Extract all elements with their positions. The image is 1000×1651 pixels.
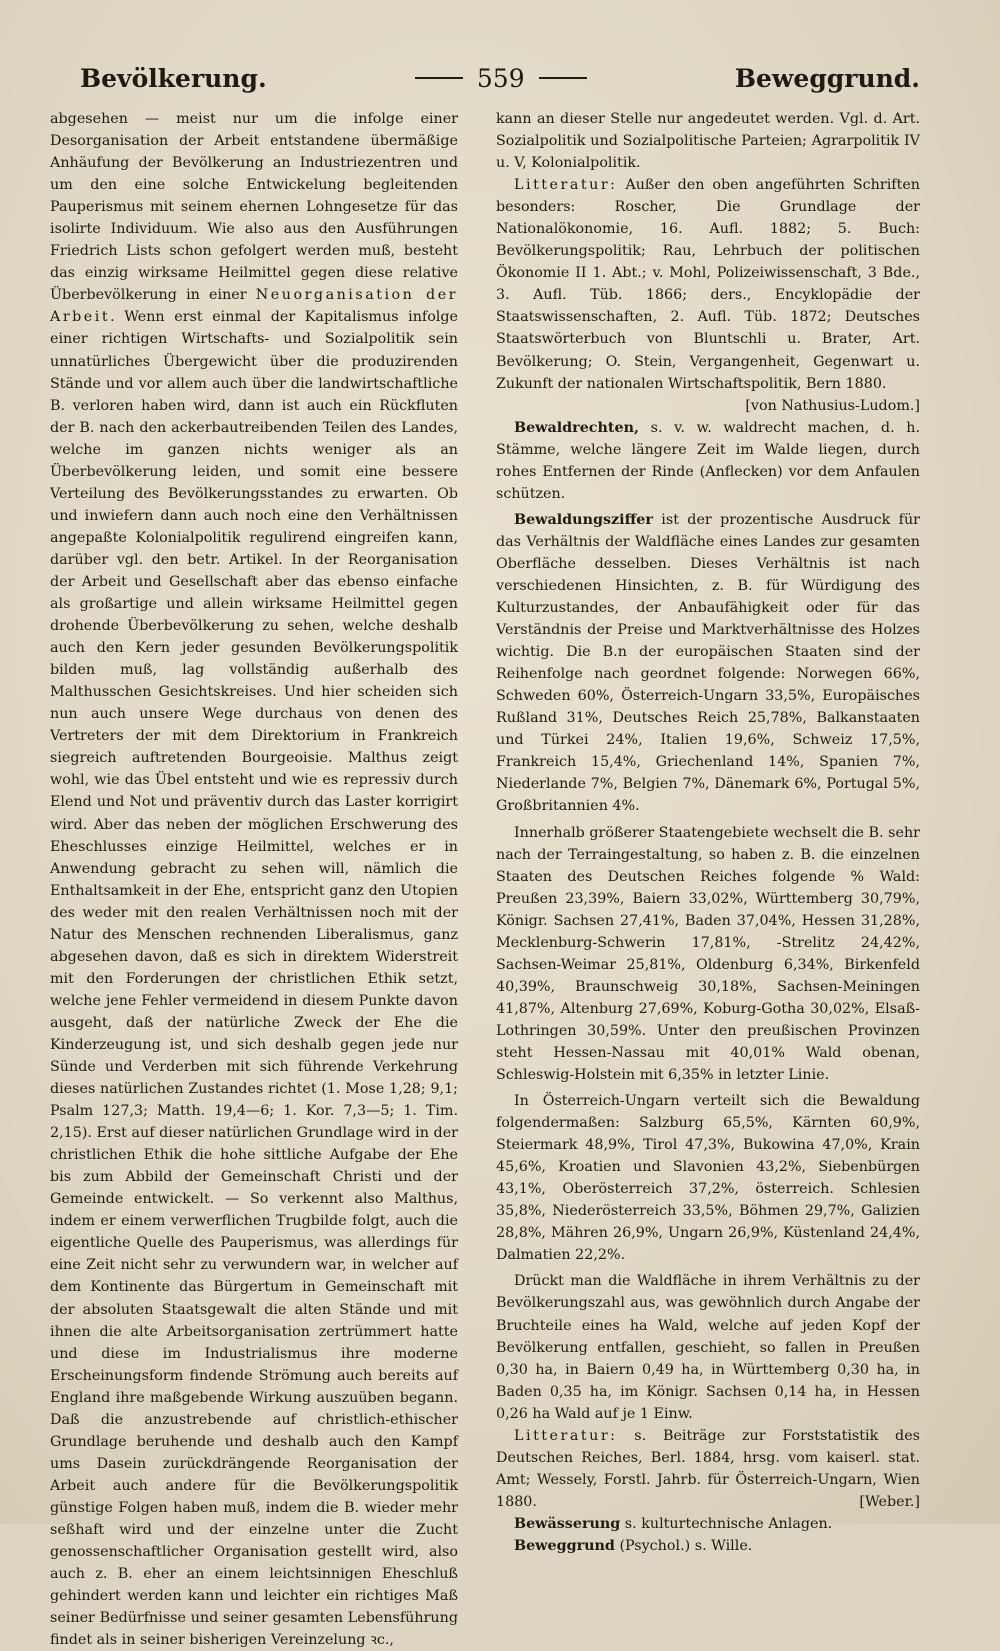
entry-bewaldrechten — [496, 417, 920, 505]
paragraph-bevoelkerung-continued — [50, 108, 458, 1651]
entry-title: Bewaldrechten, — [514, 419, 639, 436]
literature-text: Außer den oben angeführten Schriften besonders: Roscher, Die Grundlage der Nationalökonomie, 16. Aufl. 1882; 5. Buch: Bevölkerungspolitik; Rau, Lehrbuch der politischen Ökonomie II 1. Abt.; v. Mohl, Polizeiwissenschaft, 3 Bde., 3. Aufl. Tüb. 1866; ders., Encyklopädie der Staatswissenschaften, 2. Aufl. Tüb. 1872; Deutsches Staatswörterbuch von Bluntschli u. Brater, Art. Bevölkerung; O. Stein, Vergangenheit, Gegenwart u. Zukunft der nationalen Wirtschaftspolitik, Bern 1880. — [496, 177, 920, 392]
entry-title: Beweggrund — [514, 1538, 615, 1554]
entry-text: s. v. w. waldrecht machen, d. h. Stämme, welche längere Zeit im Walde liegen, durch rohes Entfernen der Rinde (Anflecken) vor dem Anfaulen schützen. — [496, 419, 920, 502]
literature-label: Litteratur: — [514, 1427, 618, 1444]
header-right-title: Beweggrund. — [734, 63, 920, 93]
header-left-title: Bevölkerung. — [80, 63, 267, 93]
paragraph-drueckt: Drückt man die Waldfläche in ihrem Verhältnis zu der Bevölkerungszahl aus, was gewöhnlich durch Angabe der Bruchteile eines ha Wald, welche auf jeden Kopf der Bevölkerung entfallen, geschieht, so fallen in Preußen 0,30 ha, in Baiern 0,49 ha, in Württemberg 0,30 ha, in Baden 0,35 ha, im Königr. Sachsen 0,14 ha, in Hessen 0,26 ha Wald auf je 1 Einw. — [496, 1273, 920, 1422]
emphasis-spaced: Neuorganisation der Arbeit — [50, 287, 459, 326]
entry-text: s. kulturtechnische Anlagen. — [620, 1515, 833, 1532]
running-header — [80, 58, 920, 98]
entry-beweggrund — [496, 1535, 920, 1557]
header-page-number-group — [415, 64, 587, 93]
text-run: . Wenn erst einmal der Kapitalismus infolge einer richtigen Wirtschafts- und Sozialpolitik sein unnatürliches Übergewicht über die produzirenden Stände und vor allem auch über die landwirtschaftliche B. verloren haben wird, dann ist auch ein Rückfluten der B. nach den ackerbautreibenden Teilen des Landes, welche im ganzen nichts weniger als an Überbevölkerung leiden, und somit eine bessere Verteilung des Bevölkerungsstandes zu erwarten. Ob und inwiefern dann auch noch eine den Verhältnissen angepaßte Kolonialpolitik regulirend eingreifen kann, darüber vgl. den betr. Artikel. In der Reorganisation der Arbeit und Gesellschaft aber das ebenso einfache als großartige und allein wirksame Heilmittel gegen drohende Überbevölkerung zu sehen, welche deshalb auch den Kern jeder gesunden Bevölkerungspolitik bilden muß, lag vollständig außerhalb des Malthusschen Gesichtskreises. Und hier scheiden sich nun auch unsere Wege durchaus von denen des Vertreters der mit dem Direktorium in Frankreich siegreich auftretenden Bourgeoisie. Malthus zeigt wohl, wie das Übel entsteht und wie es repressiv durch Elend und Not und präventiv durch das Laster korrigirt wird. Aber das neben der möglichen Erschwerung des Eheschlusses einzige Heilmittel, welches er in Anwendung gebracht zu sehen will, nämlich die Enthaltsamkeit in der Ehe, entspricht ganz den Utopien des weder mit den realen Verhältnissen noch mit der Natur des Menschen rechnenden Liberalismus, ganz abgesehen davon, daß es sich in direktem Widerstreit mit den Forderungen der christlichen Ethik setzt, welche jene Fehler vermeidend in diesem Punkte davon ausgeht, daß der natürliche Zweck der Ehe die Kinderzeugung ist, und sich deshalb gegen jede nur Sünde und Verderben mit sich führende Verkehrung dieses natürlichen Zustandes richtet (1. Mose 1,28; 9,1; Psalm 127,3; Matth. 19,4—6; 1. Kor. 7,3—5; 1. Tim. 2,15). Erst auf dieser natürlichen Grundlage wird in der christlichen Ethik die hohe sittliche Aufgabe der Ehe bis zum Abbild der Gemeinschaft Christi und der Gemeinde entwickelt. — So verkennt also Malthus, indem er einem verwerflichen Trugbilde folgt, auch die eigentliche Quelle des Pauperismus, was allerdings für eine Zeit nicht sehr zu verwundern war, in welcher auf dem Kontinente das Bürgertum in Gemeinschaft mit der absoluten Staatsgewalt die alten Stände und mit ihnen die alte Arbeitsorganisation zertrümmert hatte und diese im Industrialismus ihre moderne Erscheinungsform findende Strömung auch bereits auf England ihre maßgebende Wirkung auszuüben begann. Daß die anzustrebende auf christlich-ethischer Grundlage beruhende und deshalb auch den Kampf ums Dasein zurückdrängende Reorganisation der Arbeit auch andere für die Bevölkerungspolitik günstige Folgen haben muß, indem die B. wieder mehr seßhaft wird und der einzelne unter die Zucht genossenschaftlicher Organisation gestellt wird, also auch z. B. eher an einem leichtsinnigen Eheschluß gehindert werden kann und leichter ein richtiges Maß seiner Bedürfnisse und seiner gesamten Lebensführung findet als in seiner bisherigen Vereinzelung ꝛc., — [50, 309, 458, 1649]
left-column — [50, 108, 458, 1651]
paragraph-innerhalb: Innerhalb größerer Staatengebiete wechselt die B. sehr nach der Terraingestaltung, so haben z. B. die einzelnen Staaten des Deutschen Reiches folgende % Wald: Preußen 23,39%, Baiern 33,02%, Württemberg 30,79%, Königr. Sachsen 27,41%, Baden 37,04%, Hessen 31,28%, Mecklenburg-Schwerin 17,81%, -Strelitz 24,42%, Sachsen-Weimar 25,81%, Oldenburg 6,34%, Birkenfeld 40,39%, Braunschweig 30,18%, Sachsen-Meiningen 41,87%, Altenburg 27,69%, Koburg-Gotha 30,02%, Elsaß-Lothringen 30,59%. Unter den preußischen Provinzen steht Hessen-Nassau mit 40,01% Wald obenan, Schleswig-Holstein mit 6,35% in letzter Linie. — [496, 824, 920, 1084]
header-rule-right — [539, 77, 587, 79]
literature-1 — [496, 174, 920, 414]
author-signature: [Weber.] — [859, 1493, 920, 1510]
entry-bewaldungsziffer — [496, 509, 920, 818]
paragraph-continued: kann an dieser Stelle nur angedeutet werden. Vgl. d. Art. Sozialpolitik und Sozialpolitische Parteien; Agrarpolitik IV u. V, Kolonialpolitik. — [496, 111, 920, 172]
entry-text: (Psychol.) s. Wille. — [614, 1538, 753, 1554]
header-rule-left — [415, 77, 463, 79]
literature-2 — [496, 1425, 920, 1513]
author-signature: [von Nathusius-Ludom.] — [745, 397, 920, 414]
right-column — [496, 108, 920, 1557]
entry-title: Bewässerung — [514, 1515, 621, 1532]
entry-text: ist der prozentische Ausdruck für das Verhältnis der Waldfläche eines Landes zur gesamten Oberfläche desselben. Dieses Verhältnis ist nach verschiedenen Hinsichten, z. B. für Würdigung des Kulturzustandes, der Anbaufähigkeit oder für das Verständnis der Preise und Marktverhältnisse des Holzes wichtig. Die B.n der europäischen Staaten sind der Reihenfolge nach geordnet folgende: Norwegen 66%, Schweden 60%, Österreich-Ungarn 33,5%, Europäisches Rußland 31%, Deutsches Reich 25,78%, Balkanstaaten und Türkei 24%, Italien 19,6%, Schweiz 17,5%, Frankreich 15,4%, Griechenland 14%, Spanien 7%, Niederlande 7%, Belgien 7%, Dänemark 6%, Portugal 5%, Großbritannien 4%. — [496, 511, 920, 815]
page-number: 559 — [476, 63, 525, 93]
paragraph-oesterreich: In Österreich-Ungarn verteilt sich die Bewaldung folgendermaßen: Salzburg 65,5%, Kärnten 60,9%, Steiermark 48,9%, Tirol 47,3%, Bukowina 47,0%, Krain 45,6%, Kroatien und Slavonien 43,2%, Siebenbürgen 43,1%, Oberösterreich 37,2%, österreich. Schlesien 35,8%, Niederösterreich 33,5%, Böhmen 29,7%, Galizien 28,8%, Mähren 26,9%, Ungarn 26,9%, Küstenland 24,4%, Dalmatien 22,2%. — [496, 1093, 920, 1264]
literature-label: Litteratur: — [514, 177, 618, 194]
literature-text: s. Beiträge zur Forststatistik des Deutschen Reiches, Berl. 1884, hrsg. vom kaiserl. stat. Amt; Wessely, Forstl. Jahrb. für Österreich-Ungarn, Wien 1880. — [496, 1427, 920, 1510]
text-run: abgesehen — meist nur um die infolge einer Desorganisation der Arbeit entstandene übermäßige Anhäufung der Bevölkerung an Industriezentren und um den eine solche Entwickelung begleitenden Pauperismus mit seinem ehernen Lohngesetze für das isolirte Individuum. Wie also aus den Ausführungen Friedrich Lists schon gefolgert werden muß, besteht das einzig wirksame Heilmittel gegen diese relative Überbevölkerung in einer — [50, 111, 458, 304]
entry-title: Bewaldungsziffer — [514, 511, 653, 528]
